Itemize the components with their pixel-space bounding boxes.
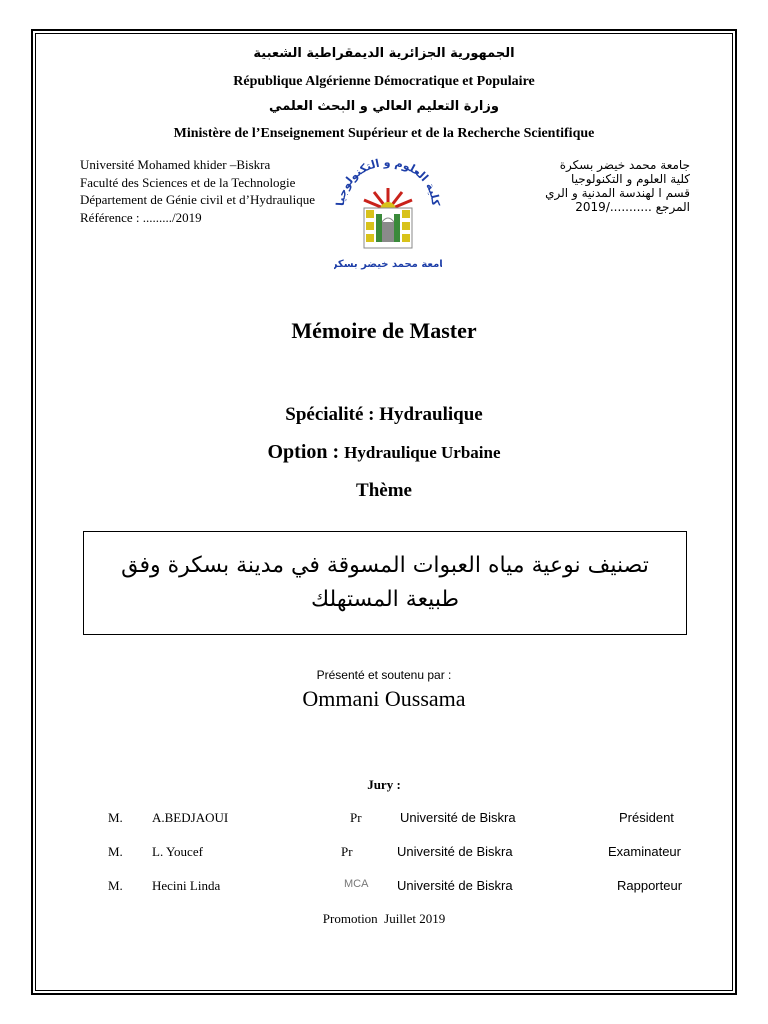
- jury-grade: Pr: [341, 844, 353, 859]
- option-value: Hydraulique Urbaine: [344, 443, 501, 462]
- republic-french: République Algérienne Démocratique et Populaire: [233, 74, 535, 89]
- specialty-line: [0, 404, 768, 426]
- jury-title: M.: [108, 844, 123, 859]
- specialty-label: Spécialité :: [285, 404, 380, 425]
- specialty-value: Hydraulique: [379, 404, 483, 425]
- reference-fr: Référence : ........./2019: [80, 209, 202, 225]
- university-logo: [334, 150, 442, 275]
- institution-arabic: [545, 158, 690, 214]
- jury-role: Rapporteur: [617, 878, 683, 893]
- theme-title: تصنيف نوعية مياه العبوات المسوقة في مدينة بسكرة وفق طبيعة المستهلك: [121, 553, 649, 612]
- faculty-fr: Faculté des Sciences et de la Technologie: [80, 174, 296, 190]
- document-type: Mémoire de Master: [291, 318, 477, 343]
- department-ar: قسم ا لهندسة المدنية و الري: [545, 186, 690, 200]
- logo-emblem: [334, 150, 442, 275]
- jury-title: M.: [108, 878, 123, 893]
- republic-arabic: الجمهورية الجزائرية الديمقراطية الشعبية: [253, 46, 515, 61]
- institution-french: [80, 156, 315, 226]
- jury-institution: Université de Biskra: [400, 810, 516, 825]
- jury-grade: MCA: [344, 878, 369, 890]
- jury-institution: Université de Biskra: [397, 878, 513, 893]
- logo-arc-text: كلية العلوم و التكنولوجيا: [334, 155, 442, 207]
- presenter-label: Présenté et soutenu par :: [316, 668, 452, 682]
- jury-role: Président: [619, 810, 674, 825]
- university-fr: Université Mohamed khider –Biskra: [80, 157, 271, 172]
- jury-grade: Pr: [350, 810, 362, 825]
- department-fr: Département de Génie civil et d’Hydraulique: [80, 192, 315, 207]
- reference-ar: المرجع .........../2019: [575, 200, 690, 214]
- university-ar: جامعة محمد خيضر بسكرة: [559, 158, 690, 172]
- theme-label: Thème: [356, 480, 412, 501]
- jury-name: A.BEDJAOUI: [152, 810, 229, 825]
- jury-title: M.: [108, 810, 123, 825]
- faculty-ar: كلية العلوم و التكنولوجيا: [571, 172, 690, 186]
- jury-institution: Université de Biskra: [397, 844, 513, 859]
- ministry-arabic: وزارة التعليم العالي و البحث العلمي: [269, 99, 499, 114]
- jury-name: L. Youcef: [152, 844, 203, 859]
- logo-bottom-text: امعة محمد خيضر بسكر: [334, 259, 442, 270]
- option-label: Option :: [267, 441, 345, 463]
- jury-role: Examinateur: [608, 844, 681, 859]
- jury-label: Jury :: [367, 777, 401, 792]
- theme-title-box: [83, 531, 687, 635]
- jury-name: Hecini Linda: [152, 878, 221, 893]
- ministry-french: Ministère de l’Enseignement Supérieur et de la Recherche Scientifique: [173, 126, 595, 141]
- option-line: [0, 441, 768, 464]
- presenter-name: Ommani Oussama: [302, 686, 466, 711]
- promotion: Promotion Juillet 2019: [322, 911, 446, 926]
